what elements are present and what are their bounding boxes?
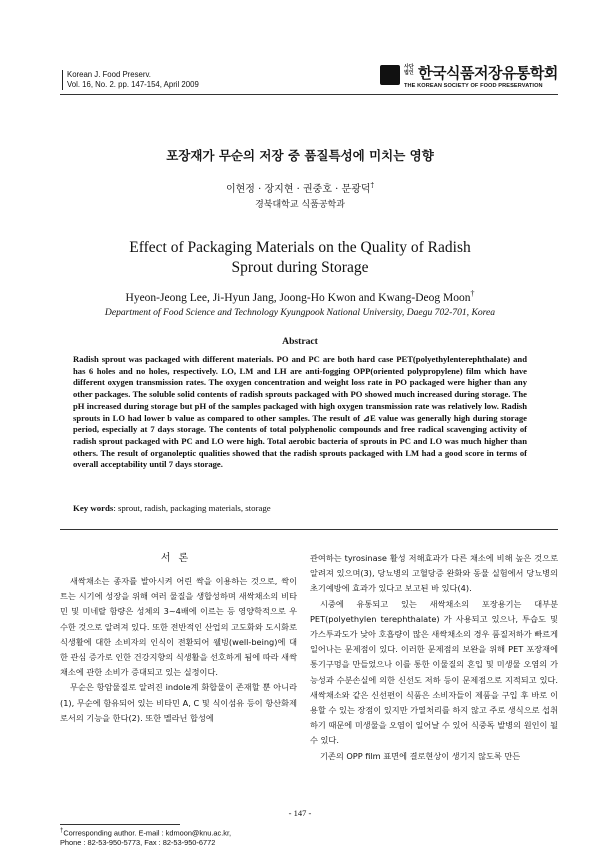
corresponding-mark-en: † bbox=[470, 289, 475, 298]
journal-citation bbox=[62, 70, 199, 90]
section-heading-introduction: 서론 bbox=[160, 553, 197, 564]
footnote-rule bbox=[60, 824, 180, 825]
paragraph: 새싹채소는 종자를 발아시켜 어린 싹을 이용하는 것으로, 싹이 트는 시기에 성장을 위해 여러 물질을 생합성하며 새싹채소의 비타민 및 미네랄 함량은 성체의 3~4배에 이르는 등 영양학적으로 우수한 것으로 알려져 있다. 또한 전반적인 산업의 고도화와 도시화로 식생활에 대한 소비자의 인식이 전환되어 웰빙(well-being)에 대한 관심 증가로 인한 건강지향의 식생활을 선호하게 됨에 따라 새싹채소에 관한 소비가 증대되고 있는 실정이다. bbox=[60, 576, 297, 678]
keywords-list: : sprout, radish, packaging materials, storage bbox=[113, 503, 271, 513]
body-column-right bbox=[310, 551, 558, 764]
society-name-en: THE KOREAN SOCIETY OF FOOD PRESERVATION bbox=[404, 83, 543, 89]
title-korean: 포장재가 무순의 저장 중 품질특성에 미치는 영향 bbox=[166, 148, 434, 163]
society-name-ko: 한국식품저장유통학회 bbox=[418, 64, 558, 82]
header-rule bbox=[60, 94, 558, 95]
paragraph: 기존의 OPP film 표면에 결로현상이 생기지 않도록 만든 bbox=[320, 750, 521, 761]
journal-name: Korean J. Food Preserv. bbox=[67, 70, 151, 79]
footnote-phone: Phone : 82-53-950-5773, Fax : 82-53-950-6772 bbox=[60, 837, 216, 847]
affiliation-english: Department of Food Science and Technology Kyungpook National University, Daegu 702-701, Korea bbox=[104, 307, 496, 318]
footnote-email: †Corresponding author. E-mail : kdmoon@knu.ac.kr, bbox=[60, 828, 232, 838]
body-column-left bbox=[60, 574, 297, 726]
society-logo bbox=[380, 64, 558, 92]
abstract-text: Radish sprout was packaged with different materials. PO and PC are both hard case PET(polyethylenterephthalate) and has 6 holes and no holes, respectively. LO, LM and LH are anti-fogging OPP(oriented polypropylene) film which have different oxygen transmission rates. The oxygen concentration and weight loss rate in PO packaged were higher than any other packages. The soluble solid contents of radish sprouts packaged with PO showed much increased during storage. The pH increased during storage but pH of the samples packaged with high oxygen transmission rate was relatively low. Radish sprouts in LO had lower b value as compared to other samples. The result of ⊿E value was generally high during storage period, especially at 7 days storage. The contents of total polyphenolic compounds and free radical scavenging activity of radish sprout packaged with PC and LO were high. Total aerobic bacteria of sprouts in PC and LO was much higher than others. The result of organoleptic qualities showed that the radish sprouts packaged with LM had a good score in terms of overall acceptability until 7 days storage. bbox=[73, 354, 527, 470]
authors-english: Hyeon-Jeong Lee, Ji-Hyun Jang, Joong-Ho Kwon and Kwang-Deog Moon† bbox=[125, 289, 475, 304]
title-english-line2: Sprout during Storage bbox=[231, 259, 369, 276]
page-number: - 147 - bbox=[288, 808, 312, 818]
society-prefix: 사단법인 bbox=[404, 64, 414, 76]
paragraph: 관여하는 tyrosinase 활성 저해효과가 다른 채소에 비해 높은 것으로 알려져 있으며(3), 당뇨병의 고혈당증 완화와 동물 실험에서 당뇨병의 초기예방에 효과가 있다고 보고된 바 있다(4). bbox=[310, 553, 558, 594]
title-english bbox=[0, 238, 600, 278]
footnote bbox=[60, 827, 300, 847]
journal-volume: Vol. 16, No. 2. pp. 147-154, April 2009 bbox=[67, 80, 199, 89]
paragraph: 시중에 유통되고 있는 새싹채소의 포장용기는 대부분 PET(polyethylen terephthalate) 가 사용되고 있으나, 투습도 및 가스투과도가 낮아 호흡량이 많은 새싹채소의 경우 품질저하가 빠르게 일어나는 문제점이 있다. 이러한 문제점의 보완을 위해 PET 포장재에 통기구멍을 만들었으나 이를 통한 이물질의 혼입 및 미생물 오염의 가능성과 수분손실에 의한 신선도 저하 등이 문제점으로 지적되고 있다. 새싹채소와 같은 신선편이 식품은 소비자들이 제품을 구입 후 바로 이용할 수 있는 장점이 있지만 가열처리를 하지 않고 주로 생식으로 섭취하기 때문에 미생물을 오염이 일어날 수 있어 식중독 발병의 원인이 될 수 있다. bbox=[310, 598, 558, 746]
keywords-label: Key words bbox=[73, 503, 114, 513]
corresponding-mark: † bbox=[370, 181, 375, 190]
paragraph: 무순은 항암물질로 알려진 indole계 화합물이 존재할 뿐 아니라(1), 무순에 함유되어 있는 비타민 A, C 및 식이섬유 등이 항산화제로서의 기능을 한다(2). 또한 멜라닌 합성에 bbox=[60, 682, 297, 723]
abstract-rule bbox=[60, 529, 558, 530]
affiliation-korean: 경북대학교 식품공학과 bbox=[255, 200, 345, 210]
society-emblem-icon bbox=[380, 65, 400, 85]
abstract-heading: Abstract bbox=[282, 336, 318, 347]
keywords bbox=[73, 503, 533, 513]
authors-korean: 이현정 · 장지현 · 권중호 · 문광덕† bbox=[225, 181, 375, 195]
title-english-line1: Effect of Packaging Materials on the Quality of Radish bbox=[129, 239, 471, 256]
